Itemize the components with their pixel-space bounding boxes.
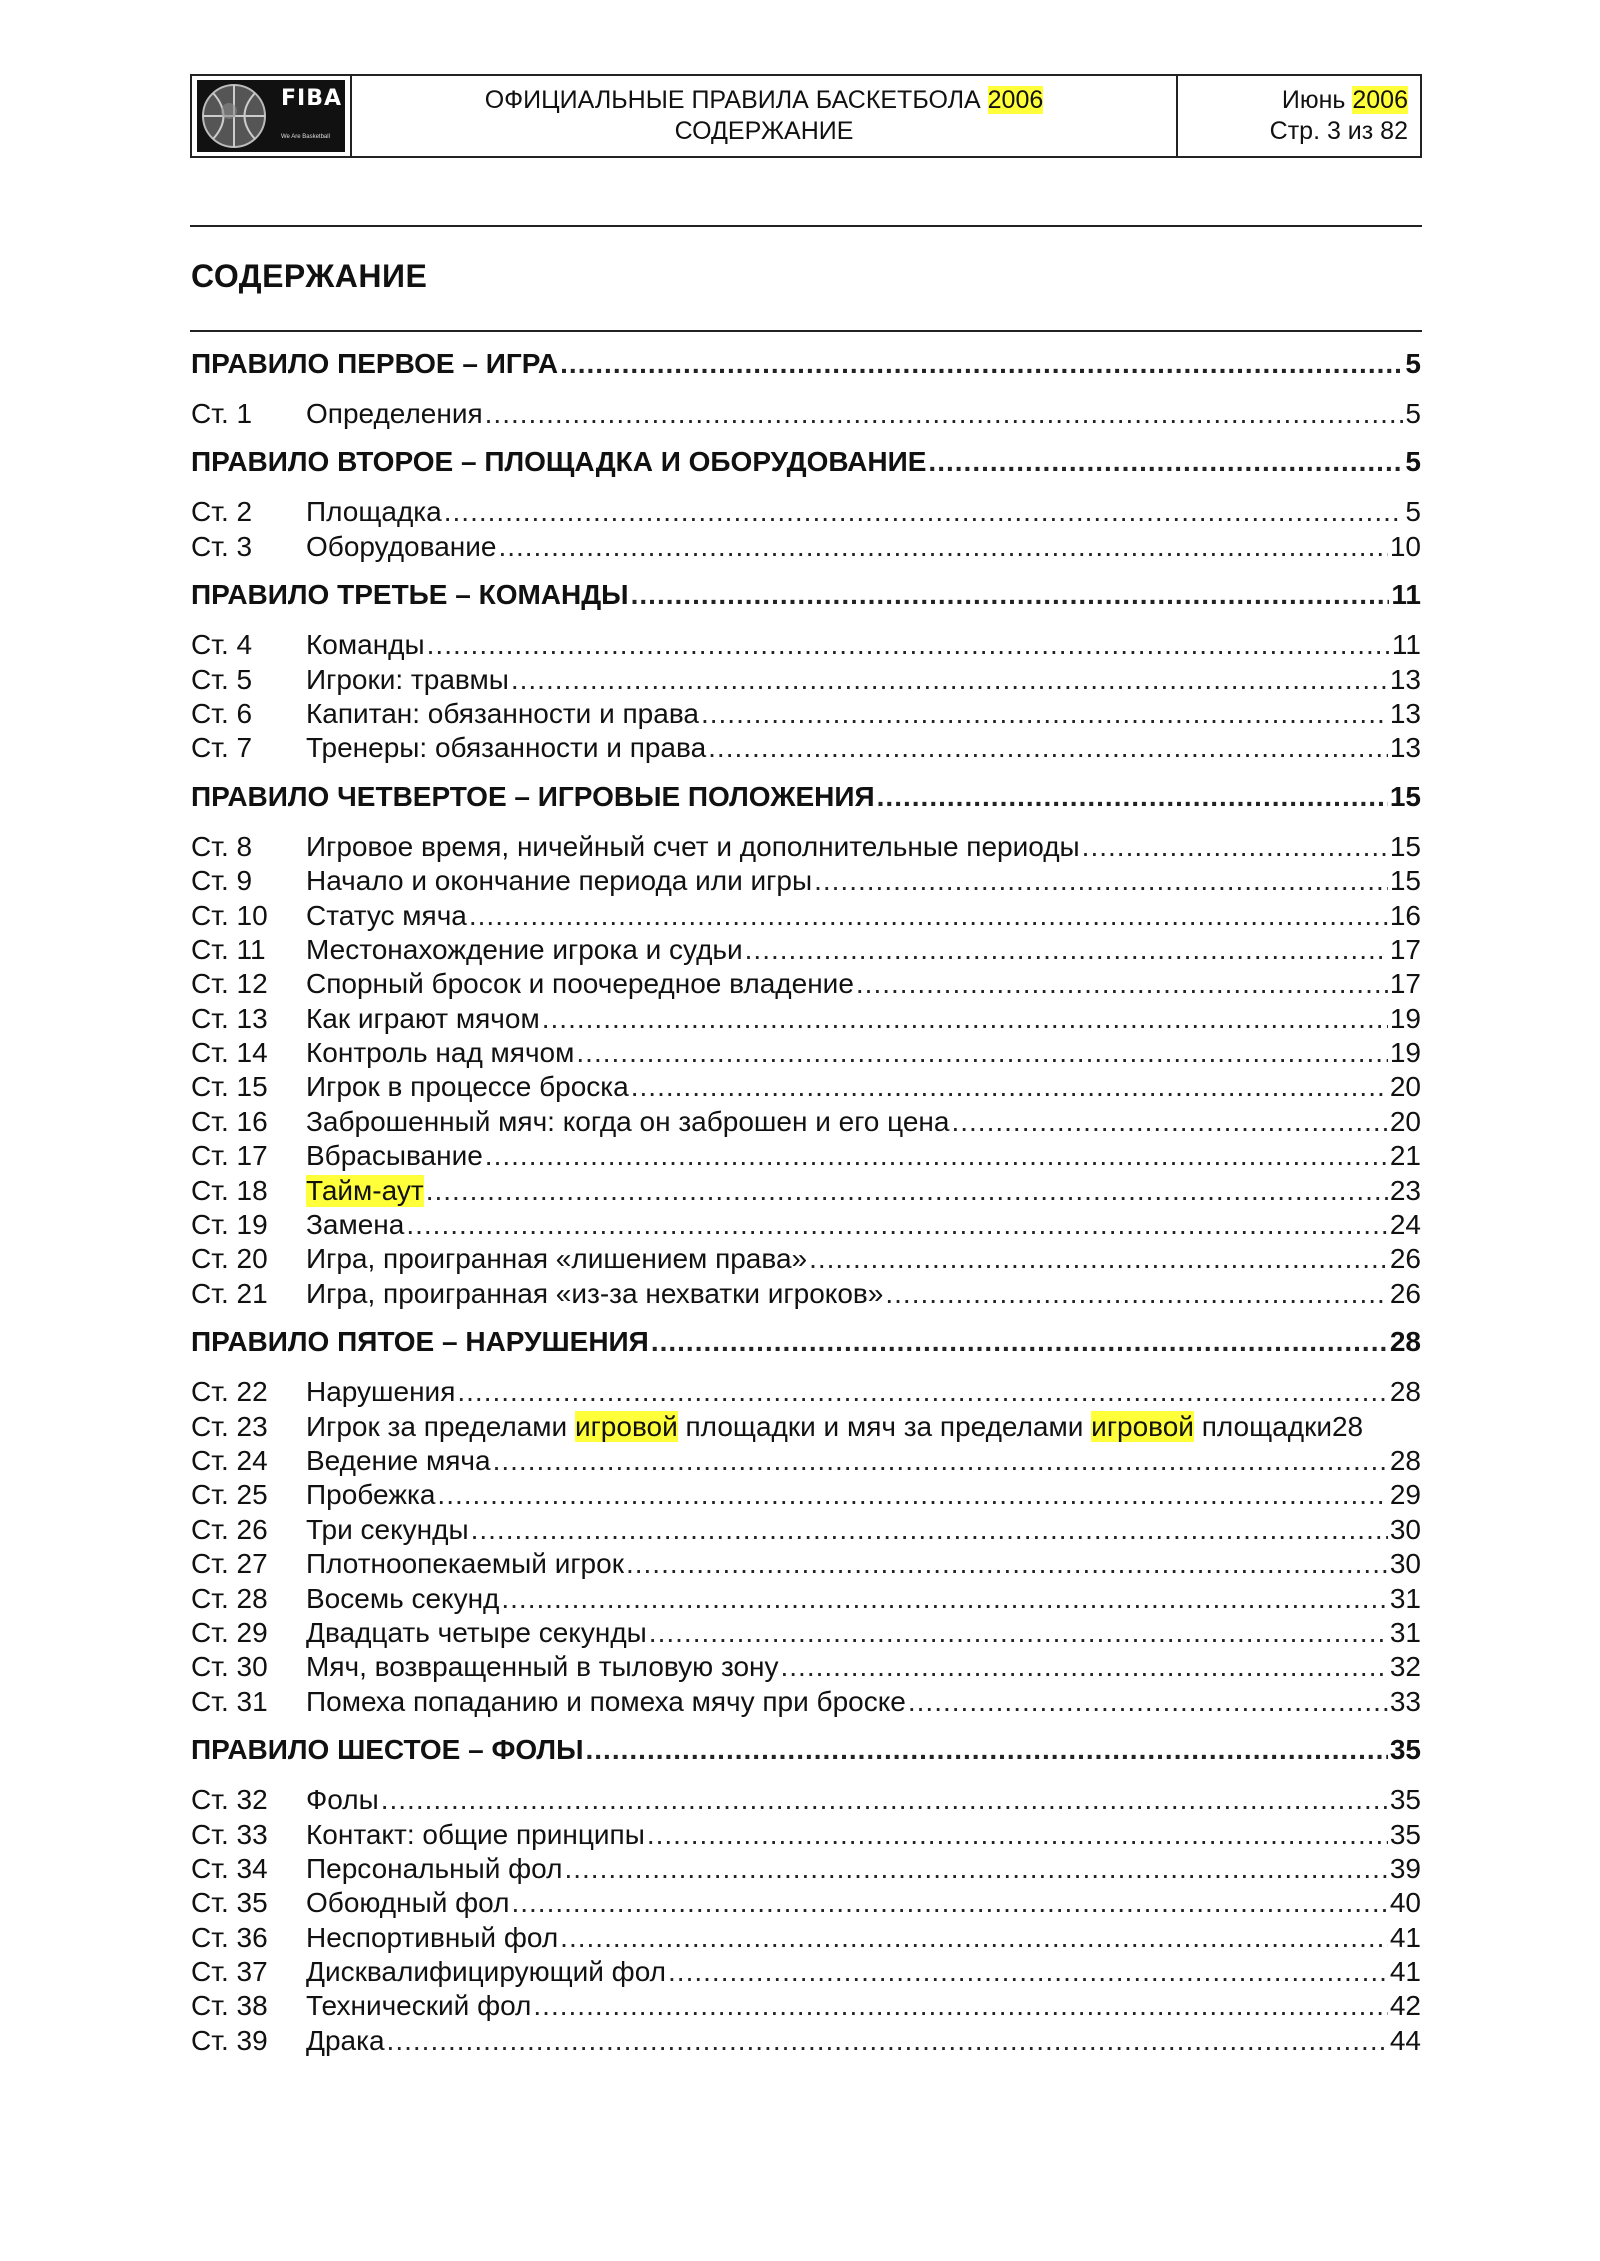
toc-article-page: 13 [1389, 697, 1421, 729]
toc-article-row[interactable] [191, 1175, 1421, 1209]
dot-leader [469, 900, 1388, 932]
top-divider [190, 225, 1422, 227]
toc-article-row[interactable] [191, 1106, 1421, 1140]
toc-article-page: 19 [1389, 1002, 1421, 1034]
toc-article-number: Ст. 38 [191, 1990, 268, 2022]
toc-article-number: Ст. 36 [191, 1921, 268, 1953]
toc-article-row[interactable] [191, 1548, 1421, 1582]
title-year-highlight: 2006 [987, 86, 1044, 114]
toc-article-row[interactable] [191, 732, 1421, 766]
toc-article-row[interactable] [191, 1037, 1421, 1071]
toc-article-title: Игроки: травмы [306, 663, 509, 695]
toc-article-number: Ст. 9 [191, 865, 253, 897]
toc-article-number: Ст. 22 [191, 1376, 268, 1408]
toc-article-page: 21 [1389, 1140, 1421, 1172]
logo-subtext: We Are Basketball [281, 134, 330, 140]
toc-article-title: Игра, проигранная «из-за нехватки игроков» [306, 1277, 884, 1309]
toc-section-page: 35 [1389, 1734, 1421, 1766]
toc-article-row[interactable] [191, 1278, 1421, 1312]
title-divider [190, 330, 1422, 332]
toc-article-page: 16 [1389, 899, 1421, 931]
toc-article-title: Восемь секунд [306, 1582, 500, 1614]
toc-article-row[interactable] [191, 831, 1421, 865]
highlight-term: игровой [1091, 1410, 1194, 1442]
toc-article-number: Ст. 10 [191, 899, 268, 931]
toc-article-page: 23 [1389, 1174, 1421, 1206]
toc-section-row[interactable] [191, 1326, 1421, 1362]
toc-article-row[interactable] [191, 1479, 1421, 1513]
toc-article-title: Неспортивный фол [306, 1921, 559, 1953]
toc-article-title: Площадка [306, 496, 442, 528]
title-part: площадки [1193, 1410, 1332, 1442]
toc-article-title: Статус мяча [306, 899, 467, 931]
table-of-contents [191, 348, 1421, 2059]
toc-article-row[interactable] [191, 698, 1421, 732]
toc-article-title: Контакт: общие принципы [306, 1818, 645, 1850]
toc-article-page: 40 [1389, 1887, 1421, 1919]
toc-article-page: 13 [1389, 732, 1421, 764]
date-month: Июнь [1281, 86, 1353, 114]
toc-article-page: 13 [1389, 663, 1421, 695]
toc-article-title: Оборудование [306, 530, 497, 562]
dot-leader [437, 1479, 1387, 1511]
toc-article-title: Тренеры: обязанности и права [306, 732, 707, 764]
toc-article-page: 39 [1389, 1852, 1421, 1884]
toc-article-row[interactable] [191, 2025, 1421, 2059]
toc-article-title: Игрок в процессе броска [306, 1071, 629, 1103]
document-title-text: ОФИЦИАЛЬНЫЕ ПРАВИЛА БАСКЕТБОЛА [484, 86, 988, 114]
dot-leader [426, 1175, 1388, 1207]
toc-article-row[interactable] [191, 1853, 1421, 1887]
toc-article-page: 33 [1389, 1685, 1421, 1717]
date-year-highlight: 2006 [1352, 86, 1408, 114]
toc-article-page: 17 [1389, 933, 1421, 965]
dot-leader [856, 968, 1388, 1000]
toc-article-number: Ст. 29 [191, 1616, 268, 1648]
dot-leader [631, 579, 1390, 611]
toc-article-row[interactable] [191, 398, 1421, 432]
toc-article-row[interactable] [191, 1956, 1421, 1990]
toc-article-number: Ст. 5 [191, 663, 253, 695]
toc-article-number: Ст. 1 [191, 398, 253, 429]
toc-article-title: Определения [306, 398, 483, 429]
toc-section-page: 28 [1389, 1326, 1421, 1358]
toc-article-page: 28 [1389, 1376, 1421, 1408]
logo-cell [192, 76, 352, 156]
dot-leader [585, 1734, 1387, 1766]
basketball-icon [199, 81, 269, 151]
dot-leader [387, 2025, 1388, 2057]
toc-article-title: Обоюдный фол [306, 1887, 510, 1919]
toc-article-title: Замена [306, 1209, 405, 1241]
page-header [190, 74, 1422, 158]
toc-article-title: Игровое время, ничейный счет и дополнительные периоды [306, 830, 1080, 862]
toc-article-title: Нарушения [306, 1376, 456, 1408]
toc-article-row[interactable] [191, 531, 1421, 565]
toc-article-page: 28 [1331, 1410, 1364, 1442]
toc-article-number: Ст. 11 [191, 933, 266, 965]
dot-leader [668, 1956, 1388, 1988]
dot-leader [457, 1376, 1387, 1408]
dot-leader [381, 1784, 1388, 1816]
dot-leader [498, 531, 1387, 563]
toc-article-title: Спорный бросок и поочередное владение [306, 968, 854, 1000]
toc-section-row[interactable] [191, 446, 1421, 482]
toc-article-row[interactable] [191, 1445, 1421, 1479]
toc-article-title: Ведение мяча [306, 1444, 491, 1476]
toc-article-row[interactable] [191, 900, 1421, 934]
toc-article-page: 31 [1389, 1616, 1421, 1648]
toc-article-row[interactable] [191, 1071, 1421, 1105]
toc-article-row[interactable] [191, 1990, 1421, 2024]
toc-article-title: Пробежка [306, 1479, 436, 1511]
toc-article-page: 41 [1389, 1956, 1421, 1988]
dot-leader [511, 664, 1388, 696]
dot-leader [814, 865, 1388, 897]
toc-article-page: 29 [1389, 1479, 1421, 1511]
dot-leader [928, 446, 1403, 478]
toc-article-row[interactable] [191, 1411, 1421, 1445]
toc-article-number: Ст. 25 [191, 1479, 268, 1511]
toc-section-row[interactable] [191, 348, 1421, 384]
toc-section-page: 15 [1389, 780, 1421, 812]
toc-article-title: Местонахождение игрока и судьи [306, 933, 743, 965]
toc-section-page: 5 [1405, 348, 1421, 379]
dot-leader [576, 1037, 1387, 1069]
toc-article-number: Ст. 7 [191, 732, 253, 764]
toc-article-row[interactable] [191, 1819, 1421, 1853]
toc-article-title: Помеха попаданию и помеха мячу при броске [306, 1685, 906, 1717]
toc-article-number: Ст. 21 [191, 1277, 268, 1309]
toc-article-title: Команды [306, 629, 425, 661]
toc-article-page: 15 [1389, 865, 1421, 897]
toc-article-number: Ст. 24 [191, 1444, 268, 1476]
toc-article-page: 5 [1405, 496, 1421, 528]
toc-article-row[interactable] [191, 1140, 1421, 1174]
toc-article-number: Ст. 16 [191, 1105, 268, 1137]
toc-article-title: Вбрасывание [306, 1140, 483, 1172]
logo-text: FIBA [281, 86, 343, 111]
toc-article-number: Ст. 37 [191, 1956, 268, 1988]
toc-article-row[interactable] [191, 865, 1421, 899]
dot-leader [427, 629, 1390, 661]
dot-leader [651, 1326, 1388, 1358]
toc-article-page: 30 [1389, 1548, 1421, 1580]
toc-article-page: 10 [1389, 530, 1421, 562]
toc-section-title: ПРАВИЛО ТРЕТЬЕ – КОМАНДЫ [191, 579, 629, 611]
document-subtitle: СОДЕРЖАНИЕ [674, 117, 854, 145]
toc-article-row[interactable] [191, 934, 1421, 968]
toc-article-page: 44 [1389, 2024, 1421, 2056]
toc-article-title: Контроль над мячом [306, 1037, 575, 1069]
toc-article-page: 5 [1405, 398, 1421, 429]
fiba-logo [197, 80, 345, 152]
dot-leader [809, 1243, 1388, 1275]
toc-article-title: Двадцать четыре секунды [306, 1616, 647, 1648]
dot-leader [444, 496, 1404, 528]
dot-leader [485, 398, 1404, 430]
header-title-cell [352, 76, 1178, 156]
dot-leader [626, 1548, 1388, 1580]
toc-section-title: ПРАВИЛО ПЕРВОЕ – ИГРА [191, 348, 559, 379]
toc-article-title: Мяч, возвращенный в тыловую зону [306, 1651, 779, 1683]
toc-article-page: 11 [1391, 629, 1421, 661]
toc-article-page: 31 [1389, 1582, 1421, 1614]
dot-leader [406, 1209, 1388, 1241]
toc-article-row[interactable] [191, 1686, 1421, 1720]
toc-section-page: 5 [1405, 446, 1421, 478]
toc-article-row[interactable] [191, 1003, 1421, 1037]
dot-leader [745, 934, 1388, 966]
toc-article-title: Фолы [306, 1784, 379, 1816]
toc-article-title: Начало и окончание периода или игры [306, 865, 813, 897]
toc-article-title: Заброшенный мяч: когда он заброшен и его цена [306, 1105, 950, 1137]
toc-article-page: 26 [1389, 1277, 1421, 1309]
toc-article-title: Игра, проигранная «лишением права» [306, 1243, 808, 1275]
toc-article-number: Ст. 31 [191, 1685, 268, 1717]
toc-article-row[interactable] [191, 1583, 1421, 1617]
dot-leader [485, 1140, 1388, 1172]
toc-article-row[interactable] [191, 1514, 1421, 1548]
dot-leader [560, 348, 1403, 380]
toc-article-page: 26 [1389, 1243, 1421, 1275]
toc-article-page: 20 [1389, 1071, 1421, 1103]
title-part: Игрок за пределами [306, 1410, 575, 1442]
toc-article-page: 35 [1389, 1784, 1421, 1816]
toc-article-number: Ст. 15 [191, 1071, 268, 1103]
toc-article-row[interactable] [191, 1209, 1421, 1243]
dot-leader [647, 1819, 1388, 1851]
dot-leader [631, 1071, 1388, 1103]
toc-article-number: Ст. 30 [191, 1651, 268, 1683]
dot-leader [560, 1922, 1388, 1954]
toc-article-number: Ст. 32 [191, 1784, 268, 1816]
toc-article-number: Ст. 12 [191, 968, 268, 1000]
toc-section-row[interactable] [191, 1734, 1421, 1770]
toc-article-title: Три секунды [306, 1513, 469, 1545]
toc-article-page: 32 [1389, 1651, 1421, 1683]
toc-article-row[interactable] [191, 968, 1421, 1002]
dot-leader [908, 1686, 1388, 1718]
toc-section-title: ПРАВИЛО ВТОРОЕ – ПЛОЩАДКА И ОБОРУДОВАНИЕ [191, 446, 927, 478]
toc-article-row[interactable] [191, 1243, 1421, 1277]
title-part: площадки и мяч за пределами [677, 1410, 1092, 1442]
toc-article-page: 30 [1389, 1513, 1421, 1545]
dot-leader [533, 1990, 1387, 2022]
toc-article-number: Ст. 26 [191, 1513, 268, 1545]
toc-section-title: ПРАВИЛО ШЕСТОЕ – ФОЛЫ [191, 1734, 584, 1766]
toc-article-number: Ст. 4 [191, 629, 253, 661]
document-title [485, 85, 1044, 116]
toc-article-row[interactable] [191, 1784, 1421, 1818]
toc-article-page: 28 [1389, 1444, 1421, 1476]
page-info: Стр. 3 из 82 [1269, 117, 1408, 145]
toc-article-title: Плотноопекаемый игрок [306, 1548, 624, 1580]
toc-article-number: Ст. 19 [191, 1209, 268, 1241]
toc-article-number: Ст. 17 [191, 1140, 268, 1172]
toc-article-number: Ст. 35 [191, 1887, 268, 1919]
toc-article-title: Капитан: обязанности и права [306, 697, 699, 729]
toc-article-page: 24 [1389, 1209, 1421, 1241]
dot-leader [564, 1853, 1387, 1885]
toc-article-row[interactable] [191, 664, 1421, 698]
toc-article-row[interactable] [191, 1617, 1421, 1651]
toc-article-page: 41 [1389, 1921, 1421, 1953]
toc-article-number: Ст. 39 [191, 2024, 268, 2056]
toc-article-page: 19 [1389, 1037, 1421, 1069]
toc-section-page: 11 [1391, 579, 1421, 611]
toc-article-title: Драка [306, 2024, 385, 2056]
toc-article-row[interactable] [191, 629, 1421, 663]
toc-article-page: 17 [1389, 968, 1421, 1000]
header-date-cell [1178, 76, 1420, 156]
dot-leader [649, 1617, 1388, 1649]
dot-leader [542, 1003, 1388, 1035]
toc-section-row[interactable] [191, 579, 1421, 615]
toc-article-number: Ст. 28 [191, 1582, 268, 1614]
dot-leader [501, 1583, 1387, 1615]
toc-article-number: Ст. 13 [191, 1002, 268, 1034]
toc-article-page: 42 [1389, 1990, 1421, 2022]
toc-article-row[interactable] [191, 1887, 1421, 1921]
toc-article-number: Ст. 18 [191, 1174, 268, 1206]
toc-article-page: 35 [1389, 1818, 1421, 1850]
toc-article-row[interactable] [191, 496, 1421, 530]
dot-leader [1082, 831, 1388, 863]
toc-article-number: Ст. 8 [191, 830, 253, 862]
dot-leader [885, 1278, 1387, 1310]
toc-article-number: Ст. 3 [191, 530, 253, 562]
toc-article-number: Ст. 6 [191, 697, 253, 729]
toc-article-title: Как играют мячом [306, 1002, 540, 1034]
toc-article-row[interactable] [191, 1922, 1421, 1956]
highlight-term: игровой [574, 1410, 678, 1442]
toc-article-row[interactable] [191, 1651, 1421, 1685]
toc-article-page: 20 [1389, 1105, 1421, 1137]
toc-article-number: Ст. 23 [191, 1410, 268, 1442]
toc-article-number: Ст. 2 [191, 496, 253, 528]
dot-leader [781, 1651, 1388, 1683]
toc-article-title: Дисквалифицирующий фол [306, 1956, 667, 1988]
toc-article-row[interactable] [191, 1376, 1421, 1410]
dot-leader [471, 1514, 1388, 1546]
dot-leader [511, 1887, 1387, 1919]
toc-article-title: Тайм-аут [306, 1174, 424, 1206]
dot-leader [708, 732, 1388, 764]
toc-article-number: Ст. 27 [191, 1548, 268, 1580]
toc-article-number: Ст. 33 [191, 1818, 268, 1850]
dot-leader [701, 698, 1388, 730]
toc-article-number: Ст. 20 [191, 1243, 268, 1275]
dot-leader [877, 781, 1388, 813]
toc-article-title: Персональный фол [306, 1852, 563, 1884]
toc-article-page: 15 [1389, 830, 1421, 862]
toc-article-number: Ст. 34 [191, 1852, 268, 1884]
document-date [1282, 85, 1408, 116]
toc-section-row[interactable] [191, 781, 1421, 817]
toc-article-title [306, 1411, 1332, 1443]
dot-leader [493, 1445, 1388, 1477]
toc-article-title: Технический фол [306, 1990, 532, 2022]
toc-section-title: ПРАВИЛО ЧЕТВЕРТОЕ – ИГРОВЫЕ ПОЛОЖЕНИЯ [191, 780, 875, 812]
toc-section-title: ПРАВИЛО ПЯТОЕ – НАРУШЕНИЯ [191, 1326, 649, 1358]
page-title: СОДЕРЖАНИЕ [191, 258, 428, 294]
dot-leader [951, 1106, 1387, 1138]
toc-article-number: Ст. 14 [191, 1037, 268, 1069]
